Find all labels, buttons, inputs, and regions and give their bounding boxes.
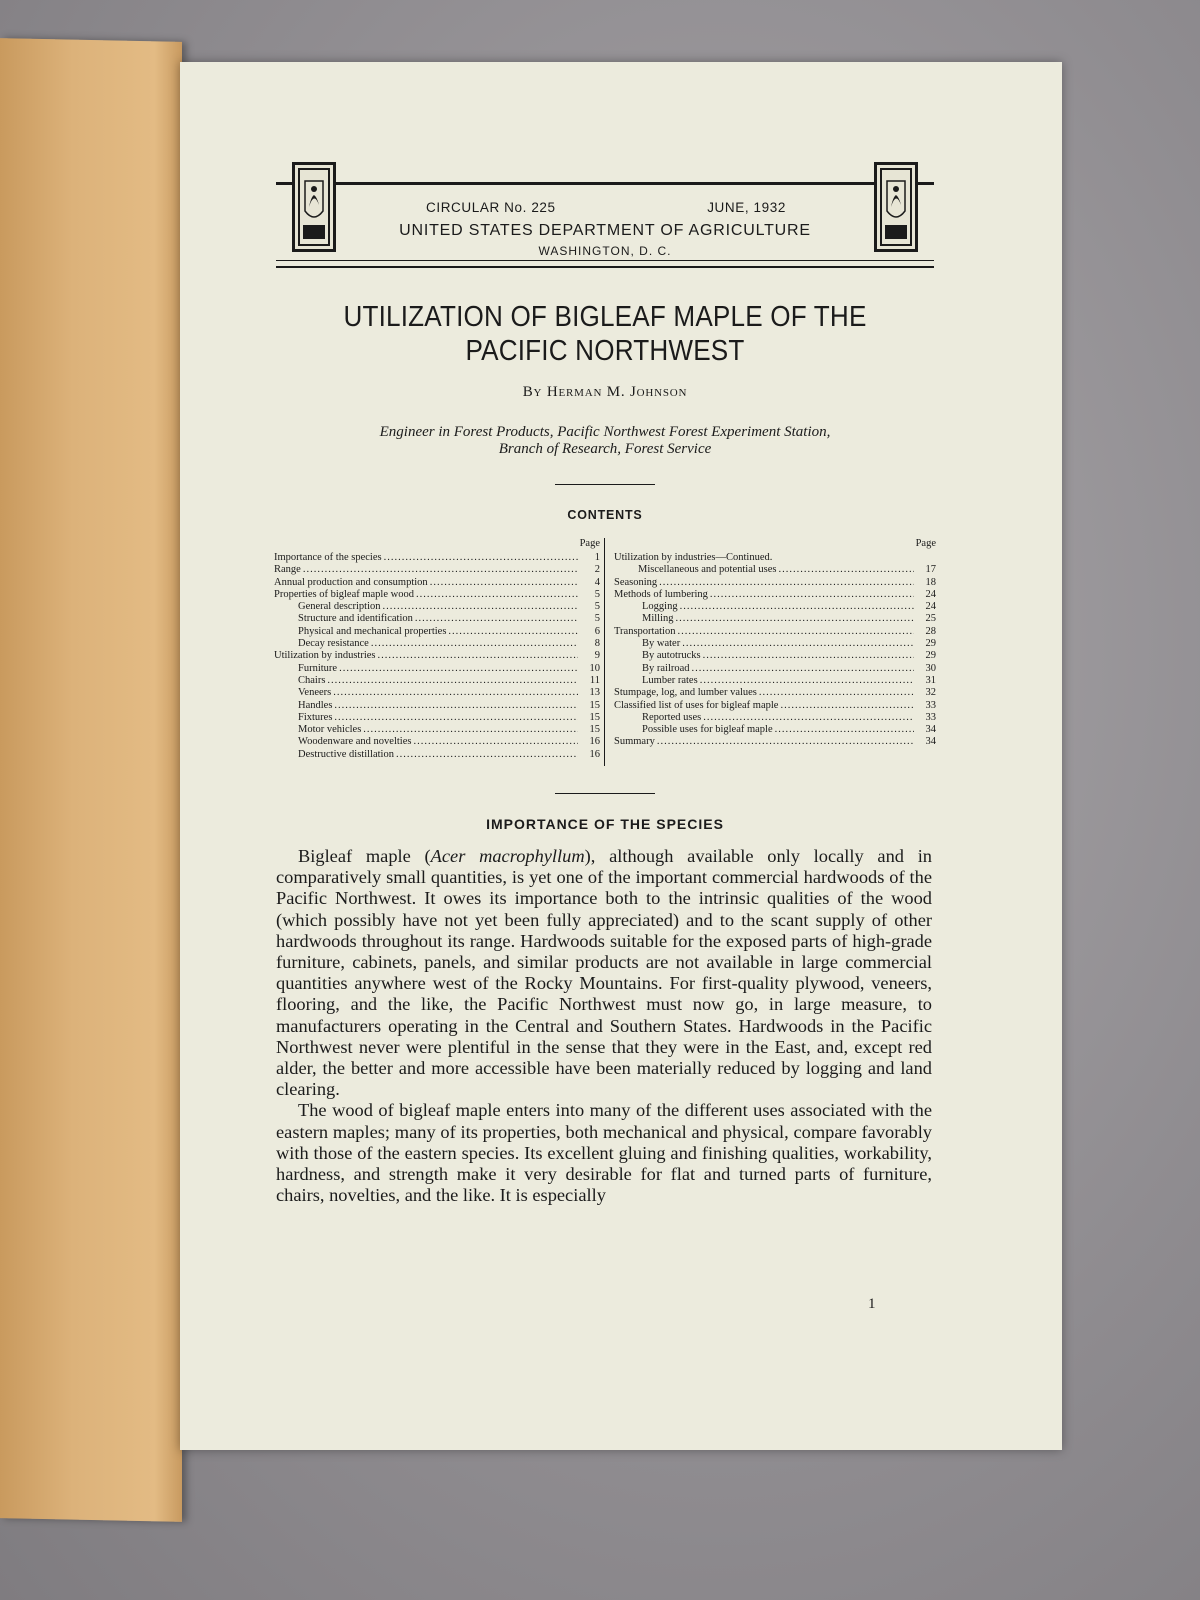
- contents-left-column: [274, 538, 600, 761]
- document-page: [180, 62, 1062, 1450]
- toc-entry-label: Miscellaneous and potential uses: [638, 564, 777, 576]
- toc-entry: [274, 552, 600, 564]
- toc-leader-dots: [428, 577, 578, 589]
- toc-entry: [614, 638, 936, 650]
- toc-entry-page: 13: [589, 687, 600, 699]
- toc-entry: [274, 712, 600, 724]
- toc-entry-label: Decay resistance: [298, 638, 369, 650]
- toc-entry: [614, 736, 936, 748]
- toc-entry-label: Possible uses for bigleaf maple: [642, 724, 773, 736]
- toc-entry: [274, 577, 600, 589]
- title-line-2: PACIFIC NORTHWEST: [465, 335, 745, 367]
- toc-leader-dots: [394, 749, 578, 761]
- toc-entry: [274, 613, 600, 625]
- toc-entry-label: By railroad: [642, 662, 690, 674]
- circular-number: CIRCULAR No. 225: [426, 200, 556, 215]
- paragraph: [276, 846, 932, 1100]
- toc-entry-page: 15: [589, 711, 600, 723]
- toc-entry-label: General description: [298, 601, 381, 613]
- toc-entry-page: 15: [589, 699, 600, 711]
- toc-entry-page: 1: [594, 552, 600, 563]
- toc-leader-dots: [361, 724, 578, 736]
- department-name: UNITED STATES DEPARTMENT OF AGRICULTURE: [399, 222, 811, 239]
- department-location: WASHINGTON, D. C.: [538, 244, 672, 258]
- toc-entry: [614, 675, 936, 687]
- toc-entry-page: 16: [589, 748, 600, 760]
- toc-entry: [614, 564, 936, 576]
- toc-entry-page: 18: [925, 576, 936, 588]
- toc-entry: [274, 700, 600, 712]
- contents-heading: CONTENTS: [567, 508, 643, 522]
- page-number: 1: [868, 1296, 876, 1312]
- toc-entry-label: Utilization by industries: [274, 650, 376, 662]
- toc-leader-dots: [674, 613, 914, 625]
- author-byline: By Herman M. Johnson: [522, 384, 688, 400]
- toc-entry-label: Classified list of uses for bigleaf maple: [614, 699, 779, 711]
- toc-entry: [274, 626, 600, 638]
- masthead-bottom-rule-heavy: [276, 266, 934, 268]
- toc-entry-label: Logging: [642, 601, 678, 613]
- toc-leader-dots: [331, 687, 578, 699]
- toc-entry: [614, 552, 936, 564]
- toc-entry-page: 33: [925, 699, 936, 711]
- toc-entry: [274, 687, 600, 699]
- body-text: [276, 846, 932, 1206]
- toc-leader-dots: [773, 724, 914, 736]
- toc-entry-page: 16: [589, 736, 600, 748]
- toc-entry-label: Importance of the species: [274, 552, 382, 563]
- toc-entry-page: 11: [589, 674, 600, 686]
- toc-leader-dots: [655, 736, 914, 748]
- toc-entry-page: 28: [925, 625, 936, 637]
- toc-entry-label: Fixtures: [298, 711, 333, 723]
- toc-entry-label: Stumpage, log, and lumber values: [614, 687, 757, 699]
- toc-entry-page: 17: [925, 564, 936, 576]
- circular-date: JUNE, 1932: [707, 200, 786, 215]
- toc-entry: [614, 589, 936, 601]
- toc-entry: [274, 749, 600, 761]
- toc-entry-label: Properties of bigleaf maple wood: [274, 588, 414, 600]
- toc-entry-page: 2: [594, 564, 600, 576]
- toc-entry-label: Summary: [614, 736, 655, 748]
- toc-entry: [614, 601, 936, 613]
- toc-entry-label: Woodenware and novelties: [298, 736, 412, 748]
- toc-entry: [614, 650, 936, 662]
- toc-entry-label: By autotrucks: [642, 650, 701, 662]
- toc-leader-dots: [337, 663, 578, 675]
- toc-entry: [614, 687, 936, 699]
- toc-entry-label: Reported uses: [642, 711, 702, 723]
- toc-entry-page: 29: [925, 638, 936, 650]
- toc-entry-page: 24: [925, 601, 936, 613]
- toc-entry: [274, 564, 600, 576]
- toc-leader-dots: [325, 675, 578, 687]
- toc-leader-dots: [382, 552, 578, 564]
- toc-entry: [274, 589, 600, 601]
- toc-entry-label: Utilization by industries—Continued.: [614, 552, 773, 563]
- author-affiliation: [276, 424, 934, 458]
- toc-leader-dots: [678, 601, 914, 613]
- toc-entry-label: Chairs: [298, 674, 326, 686]
- toc-entry: [614, 613, 936, 625]
- toc-leader-dots: [301, 564, 578, 576]
- toc-entry-label: Destructive distillation: [298, 748, 394, 760]
- toc-entry-page: 5: [594, 588, 600, 600]
- toc-leader-dots: [332, 712, 578, 724]
- toc-leader-dots: [376, 650, 579, 662]
- toc-leader-dots: [701, 712, 914, 724]
- toc-entry-page: 4: [594, 576, 600, 588]
- toc-leader-dots: [381, 601, 578, 613]
- toc-leader-dots: [446, 626, 578, 638]
- toc-leader-dots: [411, 736, 578, 748]
- toc-leader-dots: [413, 613, 578, 625]
- paragraph-text: ), although available only locally and in comparatively small quantities, is yet one of the important commercial hardwoods of the Pacific Northwest. It owes its importance both to the intrinsic qualities of the wood (which possibly have not yet been fully appreciated) and to the scant supply of other hardwoods throughout its range. Hardwoods suitable for the exposed parts of high-grade furniture, cabinets, panels, and similar products are not available in large commercial quantities anywhere west of the Rocky Mountains. For first-quality plywood, veneers, flooring, and the like, the Pacific Northwest must now go, in large measure, to manufacturers operating in the Central and Southern States. Hardwoods in the Pacific Northwest never were plentiful in the sense that they were in the East, and, except red alder, the better and more accessible have been materially reduced by logging and land clearing.: [276, 846, 933, 1100]
- contents-right-column: [614, 538, 936, 749]
- masthead-bottom-rule: [276, 260, 934, 261]
- toc-leader-dots: [701, 650, 914, 662]
- toc-entry-label: By water: [642, 638, 681, 650]
- toc-leader-dots: [757, 687, 914, 699]
- toc-entry-page: 32: [925, 687, 936, 699]
- toc-entry-label: Structure and identification: [298, 613, 413, 625]
- toc-entry-label: Handles: [298, 699, 333, 711]
- masthead-top-rule: [276, 182, 934, 185]
- toc-leader-dots: [708, 589, 914, 601]
- toc-entry-page: 9: [594, 650, 600, 662]
- toc-entry-page: 5: [594, 601, 600, 613]
- toc-entry-page: 34: [925, 736, 936, 748]
- pamphlet-back-cover: [0, 38, 182, 1522]
- toc-entry-page: 10: [589, 662, 600, 674]
- divider-rule: [555, 484, 655, 485]
- toc-leader-dots: [680, 638, 914, 650]
- toc-leader-dots: [657, 577, 914, 589]
- contents-column-rule: [604, 538, 605, 766]
- toc-leader-dots: [778, 700, 914, 712]
- toc-entry-label: Motor vehicles: [298, 724, 362, 736]
- toc-entry: [274, 601, 600, 613]
- toc-entry-label: Annual production and consumption: [274, 576, 428, 588]
- toc-leader-dots: [332, 700, 578, 712]
- toc-entry-label: Seasoning: [614, 576, 658, 588]
- toc-entry-page: 8: [594, 638, 600, 650]
- toc-leader-dots: [414, 589, 578, 601]
- toc-entry-label: Range: [274, 564, 301, 576]
- toc-page-label: Page: [915, 538, 936, 549]
- masthead: [276, 162, 934, 272]
- toc-entry-label: Milling: [642, 613, 674, 625]
- toc-entry: [614, 712, 936, 724]
- toc-leader-dots: [369, 638, 578, 650]
- divider-rule: [555, 793, 655, 794]
- paragraph: The wood of bigleaf maple enters into many of the different uses associated with the eastern maples; many of its properties, both mechanical and physical, compare favorably with those of the eastern species. Its excellent gluing and finishing qualities, workability, hardness, and strength make it very desirable for flat and turned parts of furniture, chairs, novelties, and the like. It is especially: [276, 1100, 932, 1206]
- section-heading: IMPORTANCE OF THE SPECIES: [486, 816, 724, 832]
- toc-entry: [614, 577, 936, 589]
- toc-leader-dots: [690, 663, 914, 675]
- toc-entry-page: 31: [925, 674, 936, 686]
- toc-entry: [274, 724, 600, 736]
- toc-entry-label: Furniture: [298, 662, 338, 674]
- toc-entry-page: 15: [589, 724, 600, 736]
- toc-entry: [614, 663, 936, 675]
- toc-entry: [274, 736, 600, 748]
- affiliation-line-1: Engineer in Forest Products, Pacific Northwest Forest Experiment Station,: [379, 424, 831, 440]
- toc-page-label: Page: [579, 538, 600, 549]
- paragraph-text: Bigleaf maple (: [298, 846, 431, 866]
- toc-entry-page: 5: [594, 613, 600, 625]
- toc-leader-dots: [675, 626, 914, 638]
- toc-entry: [614, 724, 936, 736]
- toc-entry-page: 24: [925, 588, 936, 600]
- affiliation-line-2: Branch of Research, Forest Service: [498, 441, 712, 457]
- toc-entry-page: 29: [925, 650, 936, 662]
- title-line-1: UTILIZATION OF BIGLEAF MAPLE OF THE: [343, 301, 867, 333]
- toc-entry-page: 34: [925, 724, 936, 736]
- toc-entry-label: Veneers: [298, 687, 332, 699]
- toc-entry: [274, 650, 600, 662]
- toc-entry-label: Physical and mechanical properties: [298, 625, 447, 637]
- toc-entry-page: 25: [925, 613, 936, 625]
- toc-entry: [614, 700, 936, 712]
- toc-entry-page: 33: [925, 711, 936, 723]
- toc-entry: [274, 675, 600, 687]
- toc-entry-label: Transportation: [614, 625, 676, 637]
- toc-entry: [274, 638, 600, 650]
- toc-entry-label: Methods of lumbering: [614, 588, 708, 600]
- species-name: Acer macrophyllum: [430, 846, 585, 866]
- toc-leader-dots: [698, 675, 914, 687]
- toc-leader-dots: [777, 564, 914, 576]
- masthead-circular-line: [426, 200, 786, 215]
- toc-entry-page: 30: [925, 662, 936, 674]
- document-title: [309, 300, 901, 368]
- toc-entry-page: 6: [594, 625, 600, 637]
- toc-entry-label: Lumber rates: [642, 674, 698, 686]
- toc-entry: [614, 626, 936, 638]
- toc-entry: [274, 663, 600, 675]
